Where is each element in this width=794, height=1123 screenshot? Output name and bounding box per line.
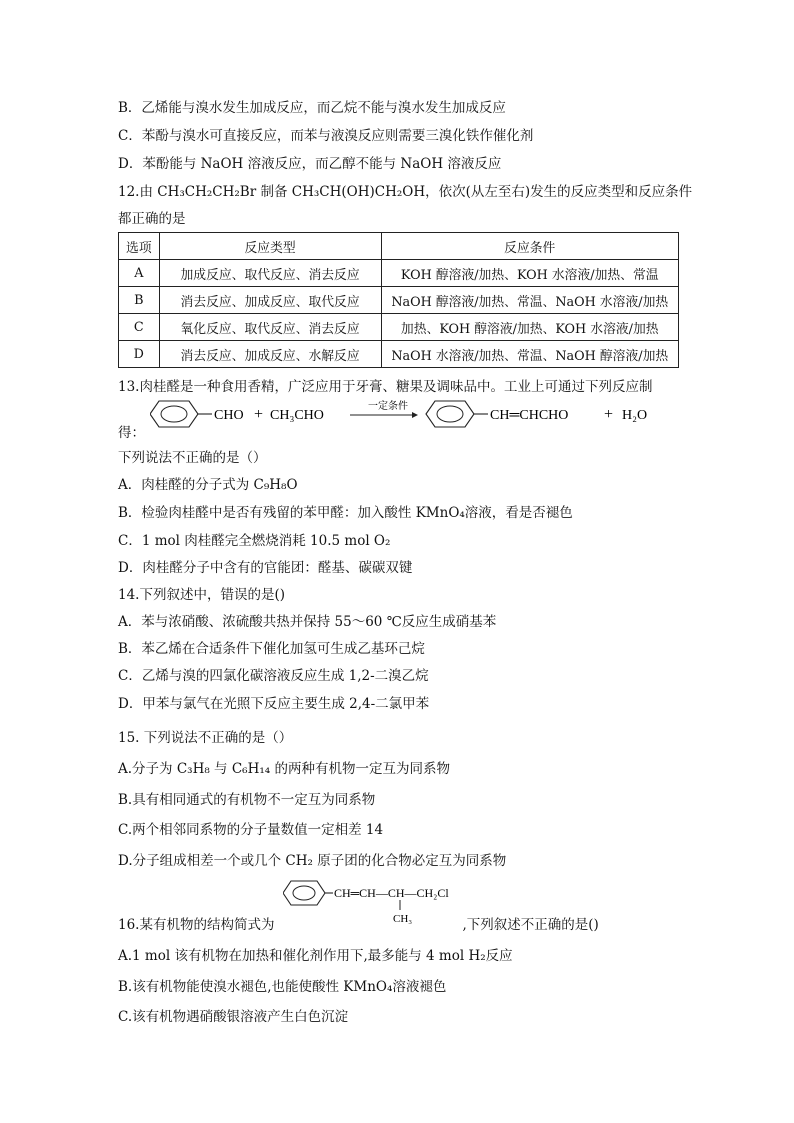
table-header-cell: 选项 [119,233,160,260]
byproduct-water: H₂O [622,408,648,423]
q12-reactant: CH₃CH₂CH₂Br [157,184,257,200]
structure-branch-methyl: CH₃ [393,913,413,925]
q14-option-b: B．苯乙烯在合适条件下催化加氢可生成乙基环己烷 [118,641,425,657]
benzene-ring-icon [150,401,198,427]
table-cell: A [119,260,160,287]
q15-stem: 15. 下列说法不正确的是（） [118,730,293,746]
q11-option-c: C．苯酚与溴水可直接反应，而苯与液溴反应则需要三溴化铁作催化剂 [118,128,534,144]
plus-sign: + [604,406,614,423]
table-cell: 消去反应、加成反应、水解反应 [159,341,381,368]
benzene-ring-icon [426,401,474,427]
table-cell: NaOH 水溶液/加热、常温、NaOH 醇溶液/加热 [381,341,678,368]
table-cell: 氧化反应、取代反应、消去反应 [159,314,381,341]
table-header-cell: 反应条件 [381,233,678,260]
table-row [119,314,679,341]
q14-option-a: A．苯与浓硝酸、浓硫酸共热并保持 55～60 ℃反应生成硝基苯 [118,614,497,630]
reactant-2: CH₃CHO [270,408,324,423]
q12-options-table [118,232,679,368]
table-cell: NaOH 醇溶液/加热、常温、NaOH 水溶液/加热 [381,287,678,314]
q12-product: CH₃CH(OH)CH₂OH [291,184,426,200]
q12-stem [118,180,692,200]
table-cell: B [119,287,160,314]
table-cell: D [119,341,160,368]
q13-reaction-equation [150,399,670,429]
reaction-condition: 一定条件 [368,401,408,412]
q13-stem-line1: 13.肉桂醛是一种食用香精，广泛应用于牙膏、糖果及调味品中。工业上可通过下列反应制 [118,379,653,395]
q15-option-a: A.分子为 C₃H₈ 与 C₆H₁₄ 的两种有机物一定互为同系物 [118,761,450,777]
table-cell: KOH 醇溶液/加热、KOH 水溶液/加热、常温 [381,260,678,287]
table-row [119,287,679,314]
table-row [119,341,679,368]
q11-option-b: B．乙烯能与溴水发生加成反应，而乙烷不能与溴水发生加成反应 [118,100,506,116]
table-header-row [119,233,679,260]
q14-stem: 14.下列叙述中，错误的是() [118,587,286,603]
table-cell: 加热、KOH 醇溶液/加热、KOH 水溶液/加热 [381,314,678,341]
q11-option-d: D．苯酚能与 NaOH 溶液反应，而乙醇不能与 NaOH 溶液反应 [118,156,502,172]
q13-question: 下列说法不正确的是（） [118,450,267,466]
q14-option-d: D．甲苯与氯气在光照下反应主要生成 2,4-二氯甲苯 [118,696,430,712]
q12-stem-line2: 都正确的是 [118,211,186,227]
table-row [119,260,679,287]
q13-option-b: B．检验肉桂醛中是否有残留的苯甲醛：加入酸性 KMnO₄溶液，看是否褪色 [118,505,573,521]
table-cell: 消去反应、加成反应、取代反应 [159,287,381,314]
q12-stem-mid: 制备 [256,184,292,200]
q13-stem-line2: 得： [118,425,145,441]
reactant-1-cho: CHO [214,408,244,423]
q16-stem-suffix: ,下列叙述不正确的是() [462,917,599,933]
q16-stem-prefix: 16.某有机物的结构简式为 [118,917,275,933]
q12-stem-prefix: 12.由 [118,184,158,200]
q15-option-d: D.分子组成相差一个或几个 CH₂ 原子团的化合物必定互为同系物 [118,853,507,869]
q13-option-c: C．1 mol 肉桂醛完全燃烧消耗 10.5 mol O₂ [118,533,391,549]
product-cinnamaldehyde: CH═CHCHO [490,408,569,423]
q14-option-c: C．乙烯与溴的四氯化碳溶液反应生成 1,2-二溴乙烷 [118,668,429,684]
q13-option-d: D．肉桂醛分子中含有的官能团：醛基、碳碳双键 [118,560,413,576]
q12-stem-suffix: ，依次(从左至右)发生的反应类型和反应条件 [425,184,693,200]
reaction-arrow-icon [350,412,418,418]
q13-option-a: A．肉桂醛的分子式为 C₉H₈O [118,477,298,493]
table-cell: 加成反应、取代反应、消去反应 [159,260,381,287]
q16-option-a: A.1 mol 该有机物在加热和催化剂作用下,最多能与 4 mol H₂反应 [118,948,513,964]
plus-sign: + [254,406,264,423]
table-header-cell: 反应类型 [159,233,381,260]
q16-stem [118,913,599,933]
q16-option-b: B.该有机物能使溴水褪色,也能使酸性 KMnO₄溶液褪色 [118,979,447,995]
q15-option-b: B.具有相同通式的有机物不一定互为同系物 [118,792,376,808]
benzene-ring-icon [283,881,325,905]
structure-chain: CH═CH—CH—CH₂Cl [334,886,449,900]
q15-option-c: C.两个相邻同系物的分子量数值一定相差 14 [118,822,384,838]
table-cell: C [119,314,160,341]
q16-option-c: C.该有机物遇硝酸银溶液产生白色沉淀 [118,1009,349,1025]
